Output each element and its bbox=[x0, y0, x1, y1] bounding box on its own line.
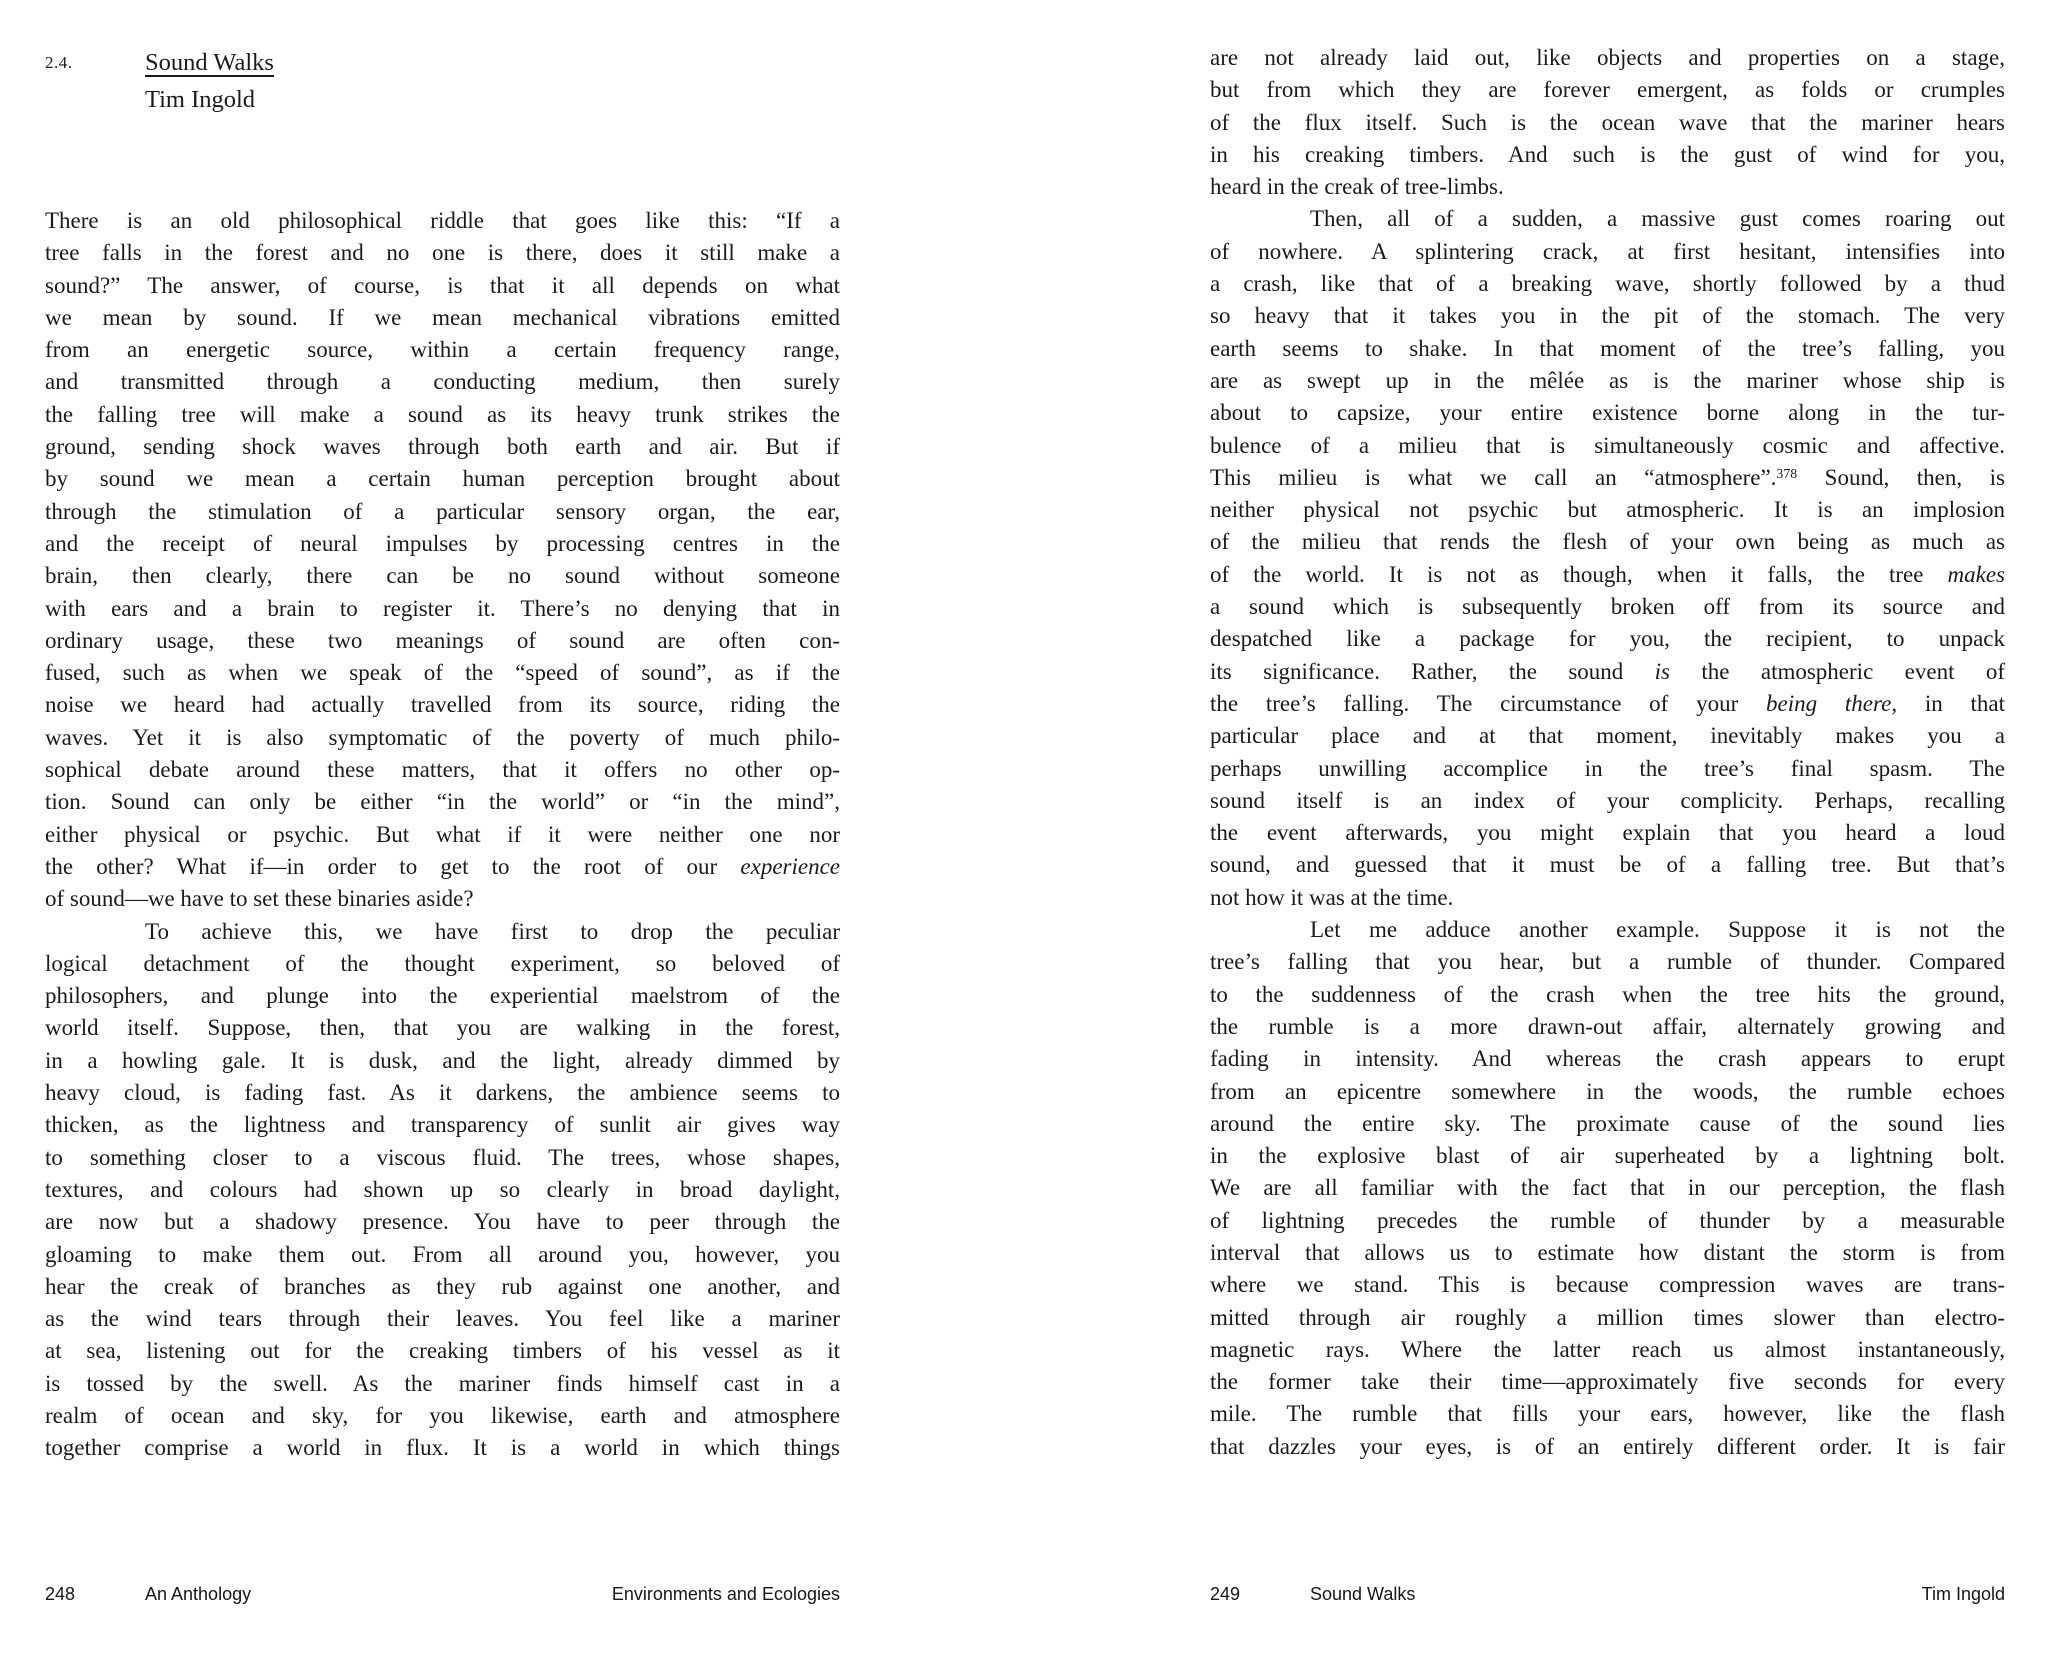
text-line: gloaming to make them out. From all around you, however, you bbox=[45, 1241, 840, 1267]
text-line: textures, and colours had shown up so clearly in broad daylight, bbox=[45, 1176, 840, 1202]
text-line: realm of ocean and sky, for you likewise, earth and atmosphere bbox=[45, 1402, 840, 1428]
text-line: not how it was at the time. bbox=[1210, 884, 1454, 910]
text-line: about to capsize, your entire existence borne along in the tur- bbox=[1210, 400, 2005, 426]
text-line: to the suddenness of the crash when the tree hits the ground, bbox=[1210, 981, 2005, 1007]
text-line: so heavy that it takes you in the pit of the stomach. The very bbox=[1210, 303, 2005, 329]
text-line: earth seems to shake. In that moment of the tree’s falling, you bbox=[1210, 335, 2005, 361]
text-line: tion. Sound can only be either “in the world” or “in the mind”, bbox=[45, 789, 840, 815]
text-line: to something closer to a viscous fluid. The trees, whose shapes, bbox=[45, 1144, 840, 1170]
left-page-number: 248 bbox=[45, 1584, 76, 1604]
text-line: and transmitted through a conducting medium, then surely bbox=[45, 369, 840, 395]
right-page-number: 249 bbox=[1210, 1584, 1241, 1604]
text-line: tree’s falling that you hear, but a rumble of thunder. Compared bbox=[1210, 949, 2005, 975]
text-line: heard in the creak of tree-limbs. bbox=[1210, 174, 1504, 200]
text-line: is tossed by the swell. As the mariner finds himself cast in a bbox=[45, 1370, 840, 1396]
text-line: and the receipt of neural impulses by processing centres in the bbox=[45, 530, 840, 556]
left-page-footer bbox=[45, 1584, 840, 1605]
text-line: logical detachment of the thought experiment, so beloved of bbox=[45, 950, 840, 976]
section-number: 2.4. bbox=[45, 53, 73, 72]
title-block bbox=[145, 44, 274, 118]
text-line: This milieu is what we call an “atmosphere”.$^{378}$ Sound, then, is bbox=[1210, 464, 2005, 490]
text-line: of lightning precedes the rumble of thunder by a measurable bbox=[1210, 1207, 2005, 1233]
text-line: in the explosive blast of air superheated by a lightning bolt. bbox=[1210, 1143, 2005, 1169]
text-line: are now but a shadowy presence. You have to peer through the bbox=[45, 1209, 840, 1235]
text-line: of the world. It is not as though, when it falls, the tree makes bbox=[1210, 561, 2005, 587]
text-line: Let me adduce another example. Suppose it is not the bbox=[1310, 917, 2005, 943]
text-line: fused, such as when we speak of the “speed of sound”, as if the bbox=[45, 660, 840, 686]
text-line: the other? What if—in order to get to the root of our experience bbox=[45, 853, 840, 879]
text-line: philosophers, and plunge into the experiential maelstrom of the bbox=[45, 983, 840, 1009]
text-line: To achieve this, we have first to drop the peculiar bbox=[145, 918, 840, 944]
text-line: neither physical not psychic but atmospheric. It is an implosion bbox=[1210, 497, 2005, 523]
text-line: hear the creak of branches as they rub against one another, and bbox=[45, 1273, 840, 1299]
text-line: bulence of a milieu that is simultaneously cosmic and affective. bbox=[1210, 432, 2005, 458]
text-line: of sound—we have to set these binaries aside? bbox=[45, 886, 474, 912]
text-line: of the milieu that rends the flesh of your own being as much as bbox=[1210, 529, 2005, 555]
text-line: the event afterwards, you might explain that you heard a loud bbox=[1210, 820, 2005, 846]
text-line: are as swept up in the mêlée as is the mariner whose ship is bbox=[1210, 367, 2005, 393]
paragraph bbox=[1210, 203, 2005, 914]
text-line: where we stand. This is because compression waves are trans- bbox=[1210, 1272, 2005, 1298]
text-line: sound?” The answer, of course, is that it all depends on what bbox=[45, 272, 840, 298]
text-line: a crash, like that of a breaking wave, shortly followed by a thud bbox=[1210, 271, 2005, 297]
text-line: by sound we mean a certain human perception brought about bbox=[45, 466, 840, 492]
paragraph bbox=[45, 916, 840, 1465]
text-line: from an epicentre somewhere in the woods, the rumble echoes bbox=[1210, 1078, 2005, 1104]
text-line: of nowhere. A splintering crack, at first hesitant, intensifies into bbox=[1210, 238, 2005, 264]
paragraph bbox=[45, 205, 840, 916]
footer-chapter-title: Sound Walks bbox=[1310, 1584, 1416, 1604]
book-title: An Anthology bbox=[145, 1584, 252, 1604]
text-line: We are all familiar with the fact that in our perception, the flash bbox=[1210, 1175, 2005, 1201]
chapter-header bbox=[45, 44, 840, 118]
text-line: of the flux itself. Such is the ocean wave that the mariner hears bbox=[1210, 109, 2005, 135]
text-line: are not already laid out, like objects and properties on a stage, bbox=[1210, 45, 2005, 70]
text-line: world itself. Suppose, then, that you are walking in the forest, bbox=[45, 1015, 840, 1041]
text-line: perhaps unwilling accomplice in the tree’s final spasm. The bbox=[1210, 755, 2005, 781]
section-title: Environments and Ecologies bbox=[611, 1584, 840, 1604]
text-line: the rumble is a more drawn-out affair, alternately growing and bbox=[1210, 1013, 2005, 1039]
text-line: in a howling gale. It is dusk, and the light, already dimmed by bbox=[45, 1047, 840, 1073]
text-line: with ears and a brain to register it. There’s no denying that in bbox=[45, 595, 840, 621]
text-line: the tree’s falling. The circumstance of your being there, in that bbox=[1210, 690, 2005, 716]
text-line: ground, sending shock waves through both earth and air. But if bbox=[45, 434, 840, 460]
chapter-title: Sound Walks bbox=[145, 49, 274, 76]
chapter-author: Tim Ingold bbox=[145, 86, 256, 113]
text-line: as the wind tears through their leaves. You feel like a mariner bbox=[45, 1306, 840, 1332]
text-line: tree falls in the forest and no one is there, does it still make a bbox=[45, 240, 840, 266]
text-line: its significance. Rather, the sound is the atmospheric event of bbox=[1210, 658, 2005, 684]
text-line: Then, all of a sudden, a massive gust comes roaring out bbox=[1310, 206, 2005, 232]
text-line: interval that allows us to estimate how distant the storm is from bbox=[1210, 1239, 2005, 1265]
left-page-body-text bbox=[45, 205, 840, 1465]
text-line: magnetic rays. Where the latter reach us almost instantaneously, bbox=[1210, 1336, 2005, 1362]
text-line: particular place and at that moment, inevitably makes you a bbox=[1210, 723, 2005, 749]
text-line: mitted through air roughly a million times slower than electro- bbox=[1210, 1304, 2005, 1330]
text-line: but from which they are forever emergent, as folds or crumples bbox=[1210, 77, 2005, 103]
text-line: at sea, listening out for the creaking timbers of his vessel as it bbox=[45, 1338, 840, 1364]
text-line: through the stimulation of a particular sensory organ, the ear, bbox=[45, 498, 840, 524]
text-line: together comprise a world in flux. It is a world in which things bbox=[45, 1435, 840, 1461]
text-line: from an energetic source, within a certain frequency range, bbox=[45, 337, 840, 363]
text-line: around the entire sky. The proximate cause of the sound lies bbox=[1210, 1110, 2005, 1136]
text-line: despatched like a package for you, the recipient, to unpack bbox=[1210, 626, 2005, 652]
text-line: heavy cloud, is fading fast. As it darkens, the ambience seems to bbox=[45, 1080, 840, 1106]
right-page-body-text bbox=[1210, 42, 2005, 1463]
text-line: waves. Yet it is also symptomatic of the poverty of much philo- bbox=[45, 724, 840, 750]
paragraph bbox=[1210, 42, 2005, 203]
text-line: sound itself is an index of your complicity. Perhaps, recalling bbox=[1210, 787, 2005, 813]
paragraph bbox=[1210, 914, 2005, 1463]
text-line: sophical debate around these matters, that it offers no other op- bbox=[45, 757, 840, 783]
text-line: a sound which is subsequently broken off from its source and bbox=[1210, 594, 2005, 620]
text-line: sound, and guessed that it must be of a falling tree. But that’s bbox=[1210, 852, 2005, 878]
text-line: brain, then clearly, there can be no sound without someone bbox=[45, 563, 840, 589]
text-line: that dazzles your eyes, is of an entirely different order. It is fair bbox=[1210, 1433, 2005, 1459]
text-line: we mean by sound. If we mean mechanical vibrations emitted bbox=[45, 304, 840, 330]
text-line: thicken, as the lightness and transparency of sunlit air gives way bbox=[45, 1112, 840, 1138]
text-line: in his creaking timbers. And such is the gust of wind for you, bbox=[1210, 141, 2005, 167]
text-line: fading in intensity. And whereas the crash appears to erupt bbox=[1210, 1046, 2005, 1072]
footer-author: Tim Ingold bbox=[1921, 1584, 2005, 1604]
text-line: mile. The rumble that fills your ears, however, like the flash bbox=[1210, 1401, 2005, 1427]
text-line: There is an old philosophical riddle that goes like this: “If a bbox=[45, 208, 840, 233]
text-line: noise we heard had actually travelled from its source, riding the bbox=[45, 692, 840, 718]
text-line: ordinary usage, these two meanings of sound are often con- bbox=[45, 627, 840, 653]
right-page-footer bbox=[1210, 1584, 2005, 1605]
text-line: either physical or psychic. But what if it were neither one nor bbox=[45, 821, 840, 847]
text-line: the falling tree will make a sound as its heavy trunk strikes the bbox=[45, 401, 840, 427]
text-line: the former take their time—approximately five seconds for every bbox=[1210, 1369, 2005, 1395]
